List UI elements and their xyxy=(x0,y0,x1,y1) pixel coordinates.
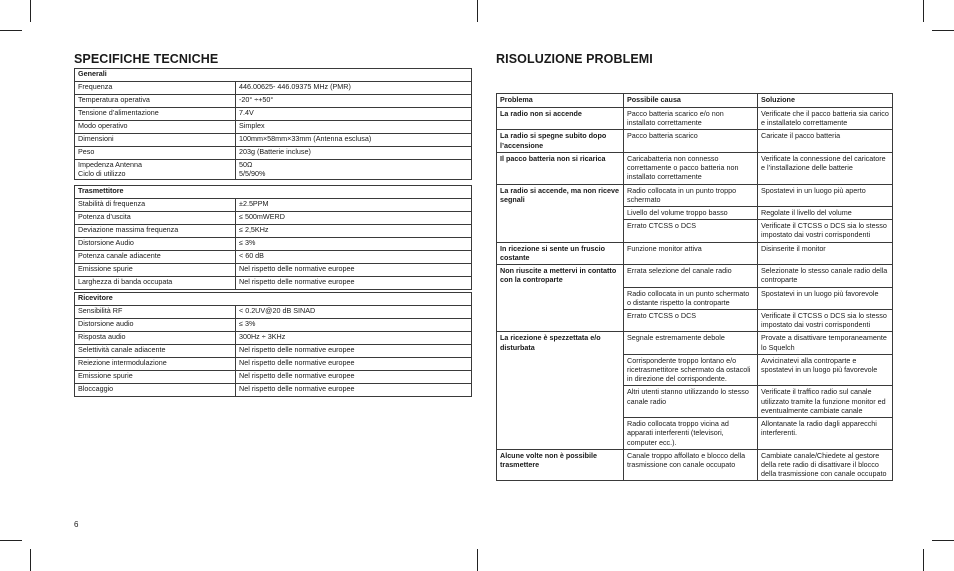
spec-value: 300Hz ÷ 3KHz xyxy=(236,332,472,345)
spec-value: Simplex xyxy=(236,121,472,134)
solution-cell: Verificate il traffico radio sul canale utilizzato tramite la funzione monitor ed eventualmente cambiate canale xyxy=(758,386,893,418)
solution-cell: Verificate il CTCSS o DCS sia lo stesso impostato dai vostri corrispondenti xyxy=(758,309,893,331)
cause-cell: Caricabatteria non connesso correttamente o pacco batteria non installato correttamente xyxy=(624,152,758,184)
solution-cell: Verificate il CTCSS o DCS sia lo stesso impostato dai vostri corrispondenti xyxy=(758,220,893,242)
crop-mark xyxy=(923,0,924,22)
spec-label: Temperatura operativa xyxy=(75,95,236,108)
solution-cell: Regolate il livello del volume xyxy=(758,206,893,219)
table-row xyxy=(75,147,472,160)
table-row xyxy=(75,212,472,225)
table-row xyxy=(497,332,893,354)
spec-value: ≤ 3% xyxy=(236,319,472,332)
cause-cell: Radio collocata in un punto troppo schermato xyxy=(624,184,758,206)
spec-value: Nel rispetto delle normative europee xyxy=(236,277,472,290)
cause-cell: Errato CTCSS o DCS xyxy=(624,220,758,242)
crop-mark xyxy=(0,540,22,541)
column-header-solution: Soluzione xyxy=(758,94,893,108)
solution-cell: Verificate la connessione del caricatore e l’installazione delle batterie xyxy=(758,152,893,184)
table-row xyxy=(75,264,472,277)
table-row xyxy=(75,238,472,251)
spec-value xyxy=(236,160,472,180)
solution-cell: Provate a disattivare temporaneamente lo Squelch xyxy=(758,332,893,354)
cause-cell: Segnale estremamente debole xyxy=(624,332,758,354)
table-row xyxy=(497,265,893,287)
table-row xyxy=(75,358,472,371)
page-title-specs: SPECIFICHE TECNICHE xyxy=(74,52,219,66)
spec-label: Frequenza xyxy=(75,82,236,95)
problem-cell: In ricezione si sente un fruscio costante xyxy=(497,242,624,264)
spec-label: Distorsione audio xyxy=(75,319,236,332)
table-row xyxy=(75,306,472,319)
cause-cell: Altri utenti stanno utilizzando lo stesso canale radio xyxy=(624,386,758,418)
spec-value: < 0.2UV@20 dB SINAD xyxy=(236,306,472,319)
spec-label: Peso xyxy=(75,147,236,160)
table-row xyxy=(75,199,472,212)
spec-label: Potenza d’uscita xyxy=(75,212,236,225)
solution-cell: Spostatevi in un luogo più aperto xyxy=(758,184,893,206)
solution-cell: Spostatevi in un luogo più favorevole xyxy=(758,287,893,309)
solution-cell: Avvicinatevi alla controparte e spostatevi in un luogo più favorevole xyxy=(758,354,893,386)
table-row xyxy=(75,108,472,121)
problem-cell: La radio si accende, ma non riceve segnali xyxy=(497,184,624,242)
spec-value: Nel rispetto delle normative europee xyxy=(236,384,472,397)
column-header-problem: Problema xyxy=(497,94,624,108)
table-row xyxy=(75,82,472,95)
table-row xyxy=(497,108,893,130)
page-title-troubleshooting: RISOLUZIONE PROBLEMI xyxy=(496,52,653,66)
table-row xyxy=(497,242,893,264)
spec-label: Reiezione intermodulazione xyxy=(75,358,236,371)
table-row xyxy=(75,160,472,180)
spec-label: Bloccaggio xyxy=(75,384,236,397)
spec-label: Sensibilità RF xyxy=(75,306,236,319)
spec-label: Tensione d’alimentazione xyxy=(75,108,236,121)
cause-cell: Errata selezione del canale radio xyxy=(624,265,758,287)
table-row xyxy=(75,384,472,397)
cause-cell: Radio collocata in un punto schermato o distante rispetto la controparte xyxy=(624,287,758,309)
spec-value: 7.4V xyxy=(236,108,472,121)
spec-value: Nel rispetto delle normative europee xyxy=(236,358,472,371)
crop-mark xyxy=(932,30,954,31)
table-row xyxy=(75,95,472,108)
spec-label: Potenza canale adiacente xyxy=(75,251,236,264)
spec-label: Stabilità di frequenza xyxy=(75,199,236,212)
spec-label xyxy=(75,160,236,180)
section-header: Trasmettitore xyxy=(75,186,472,199)
receiver-specs-table xyxy=(74,292,472,397)
spec-label: Modo operativo xyxy=(75,121,236,134)
table-row xyxy=(75,134,472,147)
spec-value-line: 5/5/90% xyxy=(239,168,266,178)
table-row xyxy=(497,130,893,152)
spec-value: Nel rispetto delle normative europee xyxy=(236,345,472,358)
crop-mark xyxy=(932,540,954,541)
spec-value: ±2.5PPM xyxy=(236,199,472,212)
table-row xyxy=(75,121,472,134)
spec-label-line: Impedenza Antenna xyxy=(78,160,142,169)
table-row xyxy=(75,225,472,238)
cause-cell: Canale troppo affollato e blocco della trasmissione con canale occupato xyxy=(624,449,758,481)
problem-cell: La ricezione è spezzettata e/o disturbata xyxy=(497,332,624,449)
solution-cell: Verificate che il pacco batteria sia carico e installatelo correttamente xyxy=(758,108,893,130)
section-header: Ricevitore xyxy=(75,293,472,306)
problem-cell: La radio non si accende xyxy=(497,108,624,130)
spec-value: ≤ 2,5KHz xyxy=(236,225,472,238)
solution-cell: Disinserite il monitor xyxy=(758,242,893,264)
spec-value: ≤ 3% xyxy=(236,238,472,251)
problem-cell: Non riuscite a mettervi in contatto con la controparte xyxy=(497,265,624,332)
spec-value: -20° ÷+50° xyxy=(236,95,472,108)
section-header: Generali xyxy=(75,69,472,82)
transmitter-specs-table xyxy=(74,185,472,290)
cause-cell: Funzione monitor attiva xyxy=(624,242,758,264)
spec-label: Emissione spurie xyxy=(75,371,236,384)
crop-mark xyxy=(477,549,478,571)
spec-label-line: Ciclo di utilizzo xyxy=(78,168,126,178)
cause-cell: Corrispondente troppo lontano e/o ricetrasmettitore schermato da ostacoli in direzione del corrispondente. xyxy=(624,354,758,386)
crop-mark xyxy=(30,0,31,22)
crop-mark xyxy=(0,30,22,31)
spec-value: < 60 dB xyxy=(236,251,472,264)
column-header-cause: Possibile causa xyxy=(624,94,758,108)
page-number: 6 xyxy=(74,520,79,529)
table-row xyxy=(75,345,472,358)
table-row xyxy=(75,251,472,264)
table-row xyxy=(75,371,472,384)
solution-cell: Caricate il pacco batteria xyxy=(758,130,893,152)
spec-label: Dimensioni xyxy=(75,134,236,147)
table-row xyxy=(75,277,472,290)
crop-mark xyxy=(30,549,31,571)
spec-label: Larghezza di banda occupata xyxy=(75,277,236,290)
table-row xyxy=(497,449,893,481)
table-row xyxy=(75,332,472,345)
table-row xyxy=(497,152,893,184)
spec-value-line: 50Ω xyxy=(239,160,253,169)
spec-value: Nel rispetto delle normative europee xyxy=(236,264,472,277)
problem-cell: Il pacco batteria non si ricarica xyxy=(497,152,624,184)
problem-cell: Alcune volte non è possibile trasmettere xyxy=(497,449,624,481)
spec-label: Risposta audio xyxy=(75,332,236,345)
cause-cell: Pacco batteria scarico e/o non installato correttamente xyxy=(624,108,758,130)
cause-cell: Pacco batteria scarico xyxy=(624,130,758,152)
solution-cell: Cambiate canale/Chiedete al gestore della rete radio di disattivare il blocco della trasmissione con canale occupato xyxy=(758,449,893,481)
spec-value: 203g (Batterie incluse) xyxy=(236,147,472,160)
table-row xyxy=(497,184,893,206)
solution-cell: Allontanate la radio dagli apparecchi interferenti. xyxy=(758,418,893,450)
problem-cell: La radio si spegne subito dopo l’accensione xyxy=(497,130,624,152)
cause-cell: Radio collocata troppo vicina ad apparati interferenti (televisori, computer ecc.). xyxy=(624,418,758,450)
spec-value: 446.00625- 446.09375 MHz (PMR) xyxy=(236,82,472,95)
general-specs-table xyxy=(74,68,472,180)
spec-value: Nel rispetto delle normative europee xyxy=(236,371,472,384)
spec-label: Emissione spurie xyxy=(75,264,236,277)
spec-value: ≤ 500mWERD xyxy=(236,212,472,225)
solution-cell: Selezionate lo stesso canale radio della controparte xyxy=(758,265,893,287)
crop-mark xyxy=(477,0,478,22)
cause-cell: Livello del volume troppo basso xyxy=(624,206,758,219)
crop-mark xyxy=(923,549,924,571)
spec-label: Deviazione massima frequenza xyxy=(75,225,236,238)
table-row xyxy=(75,319,472,332)
spec-value: 100mm×58mm×33mm (Antenna esclusa) xyxy=(236,134,472,147)
troubleshooting-table xyxy=(496,93,893,481)
cause-cell: Errato CTCSS o DCS xyxy=(624,309,758,331)
spec-label: Distorsione Audio xyxy=(75,238,236,251)
spec-label: Selettività canale adiacente xyxy=(75,345,236,358)
